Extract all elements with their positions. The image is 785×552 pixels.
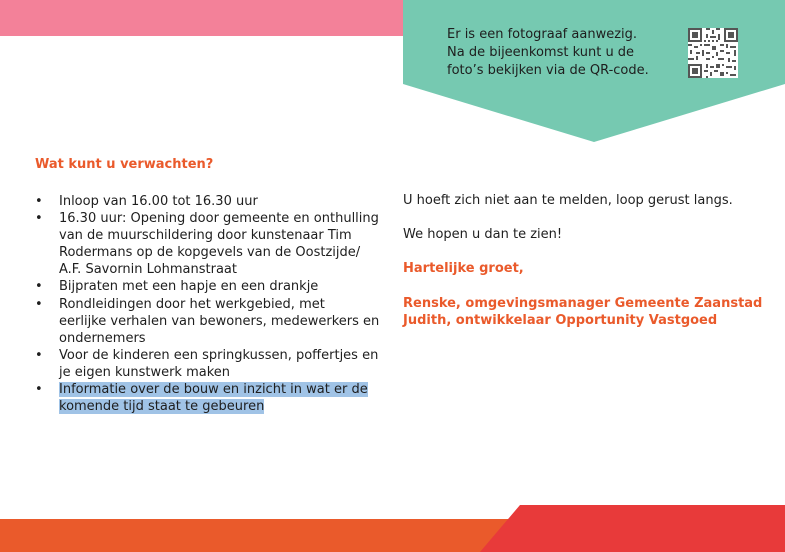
item-text: je eigen kunstwerk maken — [59, 364, 231, 380]
selected-text[interactable]: Informatie over de bouw en inzicht in wat er de — [59, 382, 368, 398]
item-text: Rondleidingen door het werkgebied, met — [59, 296, 325, 312]
item-text: van de muurschildering door kunstenaar Tim — [59, 228, 352, 244]
item-text: Bijpraten met een hapje en een drankje — [59, 279, 319, 295]
list-item-selected[interactable] — [35, 381, 395, 415]
item-text: Rodermans op de kopgevels van de Oostzijde/ — [59, 245, 361, 261]
photographer-notice — [447, 26, 677, 80]
list-item — [35, 278, 395, 295]
hope-to-see-text: We hopen u dan te zien! — [403, 227, 563, 242]
pink-header-band — [0, 0, 403, 36]
no-registration-text: U hoeft zich niet aan te melden, loop gerust langs. — [403, 193, 733, 208]
item-text: Inloop van 16.00 tot 16.30 uur — [59, 194, 258, 209]
item-text: A.F. Savornin Lohmanstraat — [59, 262, 237, 278]
list-item — [35, 193, 395, 210]
section-heading: Wat kunt u verwachten? — [35, 157, 214, 172]
item-text: ondernemers — [59, 330, 146, 346]
list-item — [35, 347, 395, 381]
notice-line-1: Er is een fotograaf aanwezig. — [447, 27, 638, 42]
signature-line-2: Judith, ontwikkelaar Opportunity Vastgoed — [403, 313, 718, 328]
item-text: 16.30 uur: Opening door gemeente en onthulling — [59, 211, 379, 227]
list-item — [35, 210, 395, 278]
selected-text[interactable]: komende tijd staat te gebeuren — [59, 399, 265, 415]
list-item — [35, 296, 395, 347]
bottom-color-band — [0, 505, 785, 552]
greeting: Hartelijke groet, — [403, 261, 524, 276]
notice-line-2: Na de bijeenkomst kunt u de — [447, 45, 635, 60]
signature-line-1: Renske, omgevingsmanager Gemeente Zaanstad — [403, 296, 763, 311]
item-text: Voor de kinderen een springkussen, poffertjes en — [59, 347, 379, 363]
notice-line-3: foto’s bekijken via de QR-code. — [447, 63, 649, 78]
program-list — [35, 193, 395, 415]
qr-code-icon[interactable] — [688, 28, 738, 78]
item-text: eerlijke verhalen van bewoners, medewerkers en — [59, 313, 380, 329]
